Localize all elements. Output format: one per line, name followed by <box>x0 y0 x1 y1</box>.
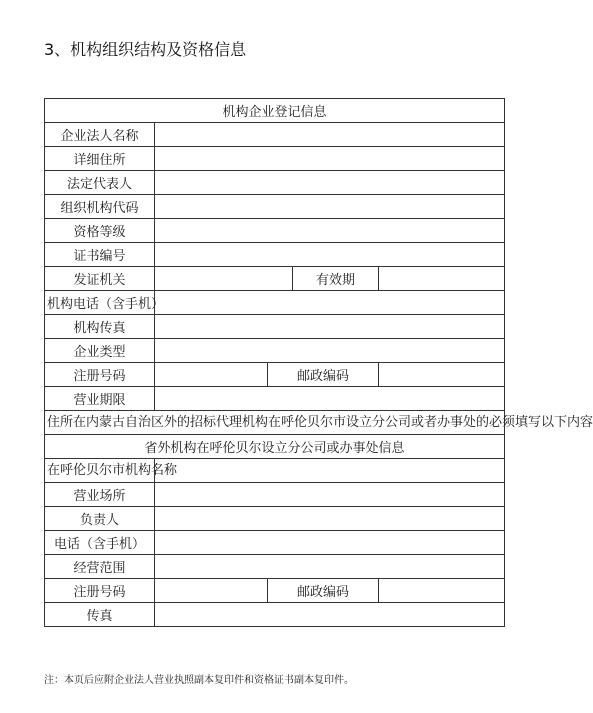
form-row-branch-phone <box>45 531 505 555</box>
section2-title: 省外机构在呼伦贝尔设立分公司或办事处信息 <box>45 435 505 459</box>
form-row-business-term <box>45 387 505 411</box>
form-row-scope <box>45 555 505 579</box>
form-row-phone <box>45 291 505 315</box>
label-branch-fax: 传真 <box>45 603 155 627</box>
notice-row <box>45 411 505 435</box>
input-company-type[interactable] <box>155 339 505 363</box>
input-premises[interactable] <box>155 483 505 507</box>
input-branch-reg-no[interactable] <box>155 579 268 603</box>
input-validity[interactable] <box>379 267 505 291</box>
label-scope: 经营范围 <box>45 555 155 579</box>
input-issuer[interactable] <box>155 267 293 291</box>
input-scope[interactable] <box>155 555 505 579</box>
input-legal-name[interactable] <box>155 123 505 147</box>
form-row-premises <box>45 483 505 507</box>
form-row-legal-name <box>45 123 505 147</box>
form-row-legal-rep <box>45 171 505 195</box>
input-cert-no[interactable] <box>155 243 505 267</box>
page-heading: 3、机构组织结构及资格信息 <box>44 40 247 59</box>
label-qualification: 资格等级 <box>45 219 155 243</box>
notice-text: 住所在内蒙古自治区外的招标代理机构在呼伦贝尔市设立分公司或者办事处的必须填写以下内容 <box>45 411 505 435</box>
label-legal-name: 企业法人名称 <box>45 123 155 147</box>
form-row-issuer <box>45 267 505 291</box>
form-row-branch-fax <box>45 603 505 627</box>
form-row-company-type <box>45 339 505 363</box>
input-qualification[interactable] <box>155 219 505 243</box>
label-manager: 负责人 <box>45 507 155 531</box>
label-postcode: 邮政编码 <box>268 363 379 387</box>
input-branch-name[interactable] <box>155 459 505 483</box>
label-reg-no: 注册号码 <box>45 363 155 387</box>
label-premises: 营业场所 <box>45 483 155 507</box>
label-cert-no: 证书编号 <box>45 243 155 267</box>
input-branch-phone[interactable] <box>155 531 505 555</box>
input-org-code[interactable] <box>155 195 505 219</box>
label-company-type: 企业类型 <box>45 339 155 363</box>
input-branch-postcode[interactable] <box>379 579 505 603</box>
label-issuer: 发证机关 <box>45 267 155 291</box>
input-manager[interactable] <box>155 507 505 531</box>
input-fax[interactable] <box>155 315 505 339</box>
form-row-fax <box>45 315 505 339</box>
input-phone[interactable] <box>155 291 505 315</box>
section1-header-row <box>45 99 505 123</box>
form-row-cert-no <box>45 243 505 267</box>
form-row-branch-name <box>45 459 505 483</box>
label-address: 详细住所 <box>45 147 155 171</box>
input-reg-no[interactable] <box>155 363 268 387</box>
form-row-org-code <box>45 195 505 219</box>
label-org-code: 组织机构代码 <box>45 195 155 219</box>
input-postcode[interactable] <box>379 363 505 387</box>
registration-form-table <box>44 98 593 627</box>
label-branch-reg-no: 注册号码 <box>45 579 155 603</box>
form-row-address <box>45 147 505 171</box>
label-validity: 有效期 <box>293 267 379 291</box>
section1-title: 机构企业登记信息 <box>45 99 505 123</box>
input-business-term[interactable] <box>155 387 505 411</box>
input-address[interactable] <box>155 147 505 171</box>
label-branch-name: 在呼伦贝尔市机构名称 <box>45 459 155 483</box>
label-branch-phone: 电话（含手机） <box>45 531 155 555</box>
form-row-reg-no <box>45 363 505 387</box>
input-branch-fax[interactable] <box>155 603 505 627</box>
section2-header-row <box>45 435 505 459</box>
label-phone: 机构电话（含手机） <box>45 291 155 315</box>
form-row-manager <box>45 507 505 531</box>
label-fax: 机构传真 <box>45 315 155 339</box>
input-legal-rep[interactable] <box>155 171 505 195</box>
footnote: 注：本页后应附企业法人营业执照副本复印件和资格证书副本复印件。 <box>44 675 354 686</box>
form-row-branch-reg-no <box>45 579 505 603</box>
label-business-term: 营业期限 <box>45 387 155 411</box>
label-legal-rep: 法定代表人 <box>45 171 155 195</box>
form-row-qualification <box>45 219 505 243</box>
label-branch-postcode: 邮政编码 <box>268 579 379 603</box>
